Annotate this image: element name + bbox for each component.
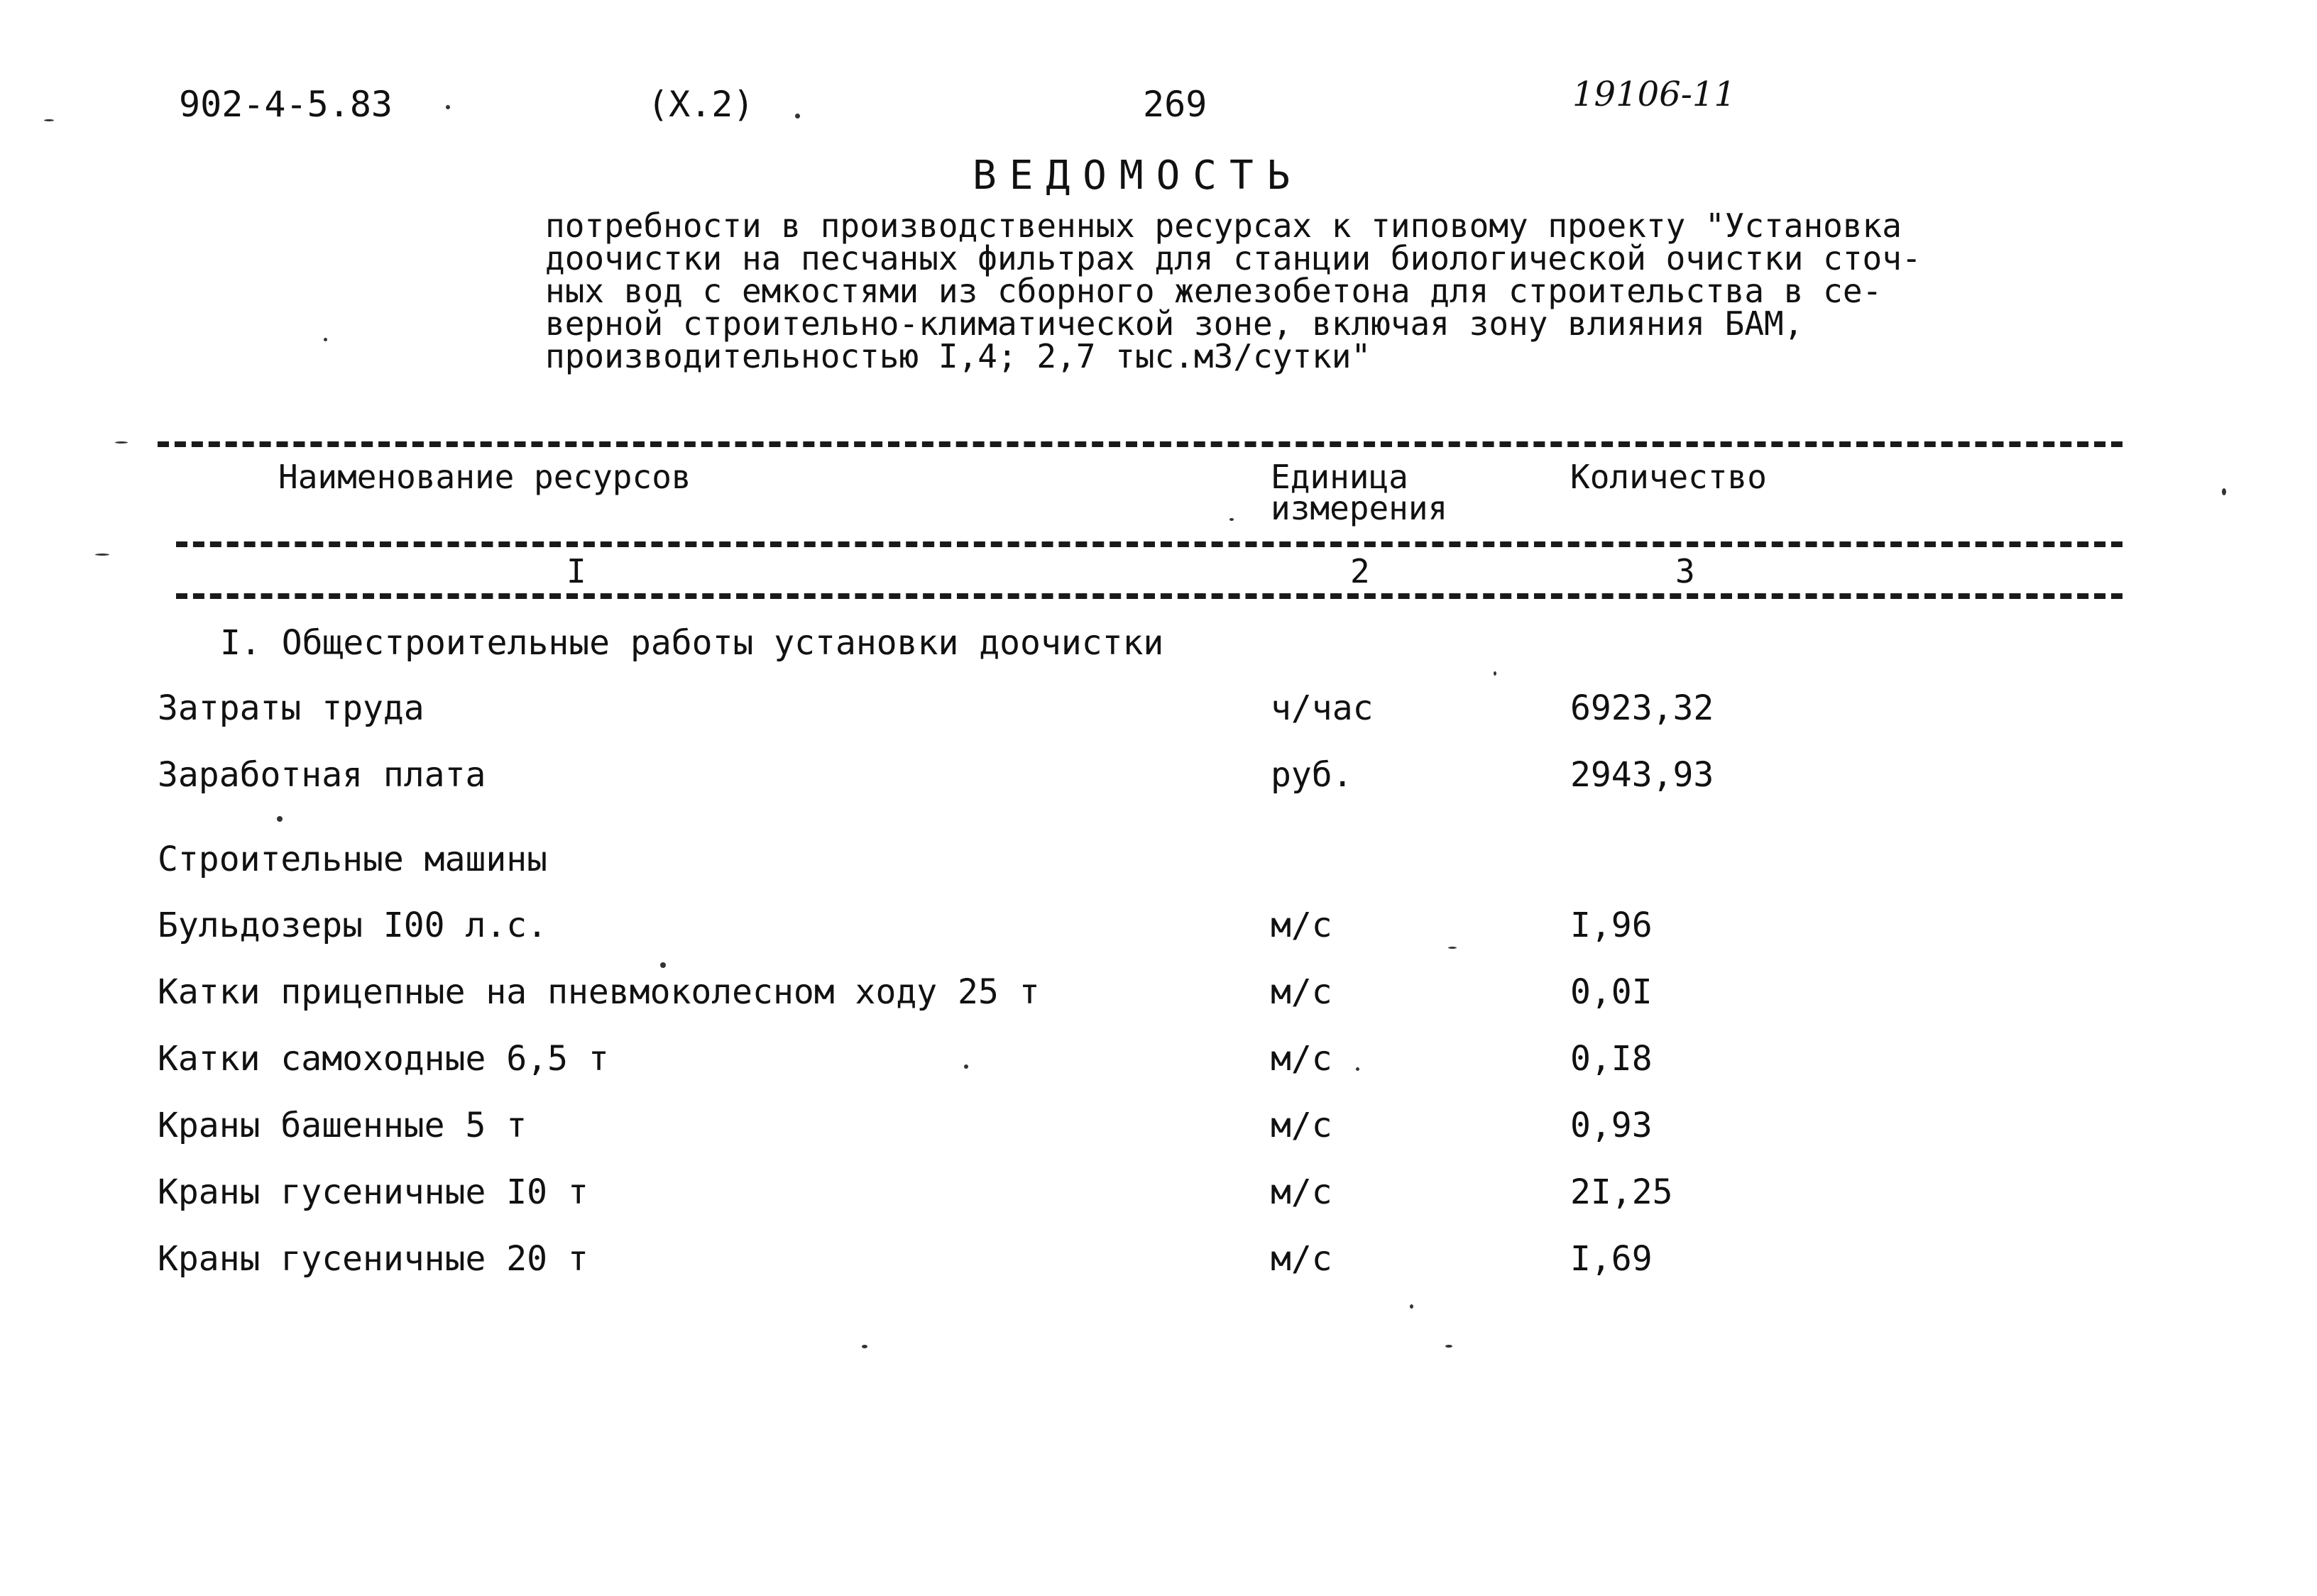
scan-speck — [1229, 518, 1234, 521]
row-quantity: 0,I8 — [1570, 1039, 1653, 1079]
column-header-unit-line2: измерения — [1271, 489, 1448, 527]
document-title: ВЕДОМОСТЬ — [973, 153, 1303, 199]
column-header-quantity: Количество — [1570, 458, 1767, 496]
column-number: I — [566, 552, 586, 590]
section-heading: I. Общестроительные работы установки доочистки — [220, 623, 1164, 663]
scan-speck — [795, 114, 800, 119]
page-number: 269 — [1143, 84, 1207, 125]
subtitle-line: верной строительно-климатической зоне, включая зону влияния БАМ, — [545, 304, 1804, 343]
row-quantity: 0,93 — [1570, 1106, 1653, 1145]
scan-speck — [1410, 1304, 1413, 1309]
row-name: Затраты труда — [158, 688, 424, 728]
column-number: 3 — [1675, 552, 1695, 590]
row-name: Краны башенные 5 т — [158, 1106, 527, 1145]
row-name: Строительные машины — [158, 840, 548, 879]
row-quantity: 6923,32 — [1570, 688, 1714, 728]
row-unit: руб. — [1271, 755, 1353, 795]
document-subtitle — [545, 209, 1965, 373]
scan-speck — [446, 105, 450, 109]
column-number: 2 — [1350, 552, 1370, 590]
scan-speck — [115, 441, 128, 444]
row-unit: ч/час — [1271, 688, 1374, 728]
row-quantity: 0,0I — [1570, 972, 1653, 1012]
column-header-unit-line1: Единица — [1271, 458, 1408, 496]
row-unit: м/с — [1271, 972, 1332, 1012]
row-unit: м/с — [1271, 1039, 1332, 1079]
subtitle-line: производительностью I,4; 2,7 тыс.м3/сутки" — [545, 337, 1371, 375]
row-quantity: 2I,25 — [1570, 1172, 1673, 1212]
scan-speck — [277, 816, 283, 822]
row-unit: м/с — [1271, 1239, 1332, 1279]
row-name: Бульдозеры I00 л.с. — [158, 906, 548, 945]
row-unit: м/с — [1271, 1172, 1332, 1212]
subtitle-line: ных вод с емкостями из сборного железобетона для строительства в се- — [545, 272, 1883, 310]
scan-speck — [1445, 1345, 1452, 1348]
scan-speck — [2222, 488, 2226, 495]
row-quantity: I,69 — [1570, 1239, 1653, 1279]
row-name: Катки прицепные на пневмоколесном ходу 25 т — [158, 972, 1040, 1012]
row-quantity: I,96 — [1570, 906, 1653, 945]
scan-speck — [1356, 1067, 1359, 1071]
subtitle-line: доочистки на песчаных фильтрах для станции биологической очистки сточ- — [545, 239, 1922, 277]
row-name: Заработная плата — [158, 755, 486, 795]
subtitle-line: потребности в производственных ресурсах к типовому проекту "Установка — [545, 207, 1902, 245]
table-top-rule — [158, 441, 2122, 447]
scan-speck — [1448, 947, 1457, 949]
scan-speck — [324, 338, 327, 341]
row-name: Краны гусеничные I0 т — [158, 1172, 588, 1212]
scan-speck — [44, 119, 54, 121]
scan-speck — [1494, 671, 1496, 676]
column-header-unit — [1271, 458, 1448, 527]
row-unit: м/с — [1271, 906, 1332, 945]
table-column-number-rule — [176, 593, 2122, 599]
scan-speck — [660, 962, 666, 968]
table-header-rule — [176, 541, 2122, 547]
scan-speck — [862, 1345, 867, 1348]
row-name: Краны гусеничные 20 т — [158, 1239, 588, 1279]
scan-speck — [964, 1064, 968, 1069]
document-code: 902-4-5.83 — [179, 84, 393, 125]
row-quantity: 2943,93 — [1570, 755, 1714, 795]
scan-speck — [95, 554, 109, 556]
row-unit: м/с — [1271, 1106, 1332, 1145]
column-header-name: Наименование ресурсов — [278, 458, 691, 496]
inventory-number: 19106-11 — [1572, 75, 1736, 114]
row-name: Катки самоходные 6,5 т — [158, 1039, 609, 1079]
document-section: (X.2) — [647, 84, 755, 125]
